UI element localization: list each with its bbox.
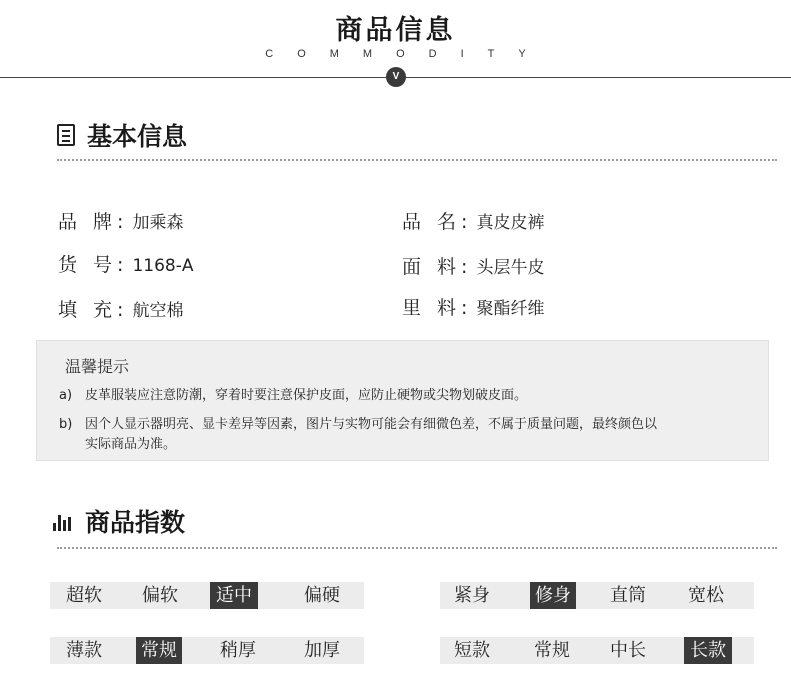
attr-value: 头层牛皮 bbox=[476, 258, 545, 278]
tip-text: 皮革服装应注意防潮，穿着时要注意保护皮面，应防止硬物或尖物划破皮面。 bbox=[85, 388, 528, 403]
section-divider bbox=[57, 547, 777, 549]
basic-info-title: 基本信息 bbox=[87, 122, 188, 151]
section-divider bbox=[57, 159, 777, 161]
tip-text: 因个人显示器明亮、显卡差异等因素，图片与实物可能会有细微色差，不属于质量问题，最终颜色以 bbox=[85, 417, 658, 432]
softness-option: 偏硬 bbox=[304, 585, 340, 606]
thickness-option: 薄款 bbox=[66, 640, 102, 661]
page-title: 商品信息 bbox=[335, 15, 456, 46]
attr-label: 品 牌: bbox=[58, 211, 129, 233]
attr-product-name bbox=[402, 207, 544, 234]
attr-value: 加乘森 bbox=[132, 213, 184, 233]
tip-item bbox=[59, 415, 657, 435]
length-option: 常规 bbox=[534, 640, 570, 661]
attr-filling bbox=[58, 295, 183, 322]
chevron-badge: V bbox=[386, 67, 406, 87]
page-subtitle: COMMODITY bbox=[265, 48, 550, 60]
fit-option: 紧身 bbox=[454, 585, 490, 606]
softness-option: 适中 bbox=[210, 582, 258, 609]
thickness-option: 稍厚 bbox=[220, 640, 256, 661]
tips-title: 温馨提示 bbox=[65, 357, 130, 376]
attr-brand bbox=[58, 207, 183, 234]
tip-item bbox=[59, 386, 527, 406]
index-title: 商品指数 bbox=[85, 508, 186, 537]
attr-label: 品 名: bbox=[402, 211, 473, 233]
thickness-option: 常规 bbox=[136, 637, 182, 664]
fit-scale bbox=[440, 582, 754, 609]
attr-label: 面 料: bbox=[402, 256, 473, 278]
attr-label: 填 充: bbox=[58, 299, 129, 321]
softness-option: 偏软 bbox=[142, 585, 178, 606]
index-heading bbox=[53, 504, 185, 538]
tip-text-continued: 实际商品为准。 bbox=[85, 437, 177, 452]
attr-item-number bbox=[58, 250, 193, 277]
softness-option: 超软 bbox=[66, 585, 102, 606]
basic-info-heading bbox=[57, 118, 187, 152]
length-option: 短款 bbox=[454, 640, 490, 661]
tip-marker: b) bbox=[59, 417, 73, 432]
attr-lining bbox=[402, 293, 544, 320]
fit-option: 宽松 bbox=[688, 585, 724, 606]
fit-option: 直筒 bbox=[610, 585, 646, 606]
attr-value: 航空棉 bbox=[132, 301, 184, 321]
length-option: 长款 bbox=[684, 637, 732, 664]
attr-value: 真皮皮裤 bbox=[476, 213, 545, 233]
document-icon bbox=[57, 124, 75, 146]
tip-marker: a) bbox=[59, 388, 73, 403]
attr-fabric bbox=[402, 252, 544, 279]
length-scale bbox=[440, 637, 754, 664]
attr-label: 里 料: bbox=[402, 297, 473, 319]
tips-panel bbox=[36, 340, 769, 461]
length-option: 中长 bbox=[610, 640, 646, 661]
attr-label: 货 号: bbox=[58, 254, 129, 276]
thickness-option: 加厚 bbox=[304, 640, 340, 661]
attr-value: 1168-A bbox=[132, 256, 194, 276]
attr-value: 聚酯纤维 bbox=[476, 299, 545, 319]
thickness-scale bbox=[50, 637, 364, 664]
bar-chart-icon bbox=[53, 511, 73, 531]
softness-scale bbox=[50, 582, 364, 609]
fit-option: 修身 bbox=[530, 582, 576, 609]
